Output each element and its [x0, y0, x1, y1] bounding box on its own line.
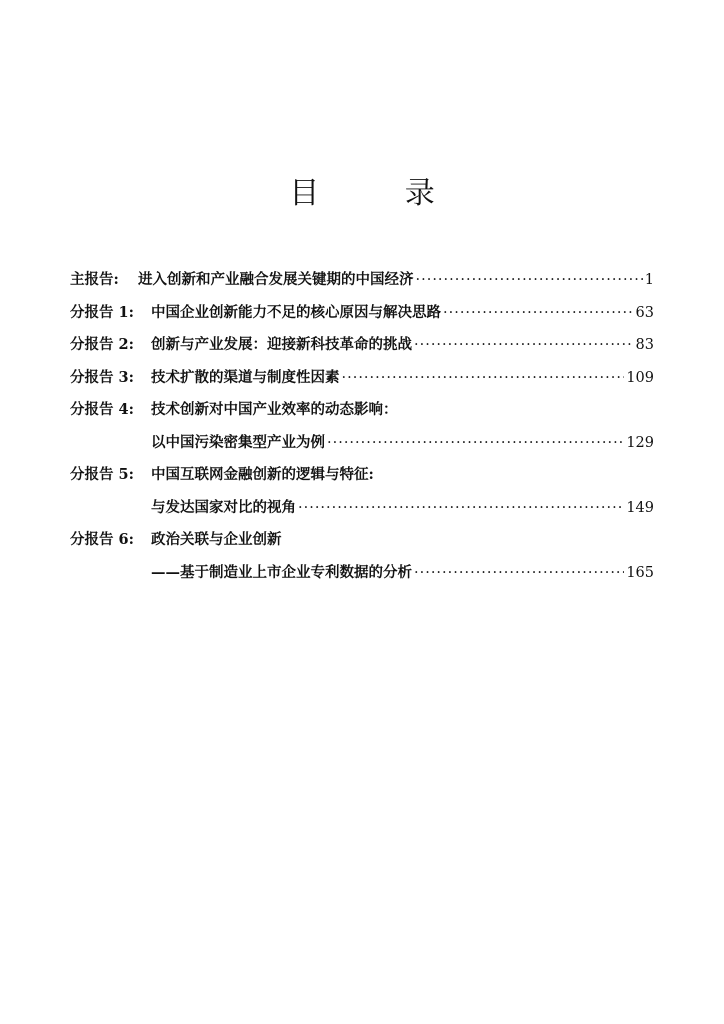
toc-label: 分报告 3:: [70, 368, 134, 386]
toc-entry-report-4-title[interactable]: [70, 398, 654, 431]
dot-leader: [443, 305, 634, 321]
toc-title: 进入创新和产业融合发展关键期的中国经济: [138, 271, 414, 288]
page-title: 目 录: [289, 176, 473, 211]
toc-entry-report-3[interactable]: [70, 366, 654, 399]
dot-leader: [342, 370, 625, 386]
table-of-contents: [70, 268, 654, 593]
toc-title: 技术创新对中国产业效率的动态影响：: [151, 401, 398, 418]
toc-subtitle: ——基于制造业上市企业专利数据的分析: [151, 563, 412, 581]
toc-subtitle: 以中国污染密集型产业为例: [151, 433, 325, 451]
toc-label: 分报告 6:: [70, 531, 134, 548]
dot-leader: [416, 272, 643, 288]
dot-leader: [327, 435, 624, 451]
toc-entry-report-4-subtitle[interactable]: [70, 431, 654, 464]
page-number: 63: [635, 304, 654, 321]
page-number: 1: [644, 272, 654, 288]
page-number: 109: [626, 369, 654, 386]
toc-entry-main-report[interactable]: [70, 268, 654, 301]
dot-leader: [414, 337, 634, 353]
dot-leader: [414, 565, 624, 581]
toc-entry-report-6-title[interactable]: [70, 528, 654, 561]
page-number: 165: [626, 564, 654, 581]
toc-title: 创新与产业发展：迎接新科技革命的挑战: [151, 336, 412, 353]
toc-label: 分报告 1:: [70, 303, 134, 321]
toc-title: 技术扩散的渠道与制度性因素: [151, 368, 340, 386]
page-number: 129: [626, 434, 654, 451]
page-number: 83: [635, 337, 654, 353]
toc-title: 政治关联与企业创新: [151, 531, 282, 548]
toc-entry-report-5-subtitle[interactable]: [70, 496, 654, 529]
toc-label: 分报告 2:: [70, 336, 134, 353]
toc-title: 中国企业创新能力不足的核心原因与解决思路: [151, 303, 441, 321]
toc-label: 分报告 4:: [70, 401, 134, 418]
toc-label: 分报告 5:: [70, 466, 134, 483]
toc-entry-report-6-subtitle[interactable]: [70, 561, 654, 594]
toc-entry-report-1[interactable]: [70, 301, 654, 334]
toc-label: 主报告:: [70, 271, 119, 288]
toc-entry-report-2[interactable]: [70, 333, 654, 366]
toc-subtitle: 与发达国家对比的视角: [151, 498, 296, 516]
dot-leader: [298, 500, 624, 516]
toc-title: 中国互联网金融创新的逻辑与特征:: [151, 466, 374, 483]
toc-entry-report-5-title[interactable]: [70, 463, 654, 496]
page-number: 149: [626, 499, 654, 516]
